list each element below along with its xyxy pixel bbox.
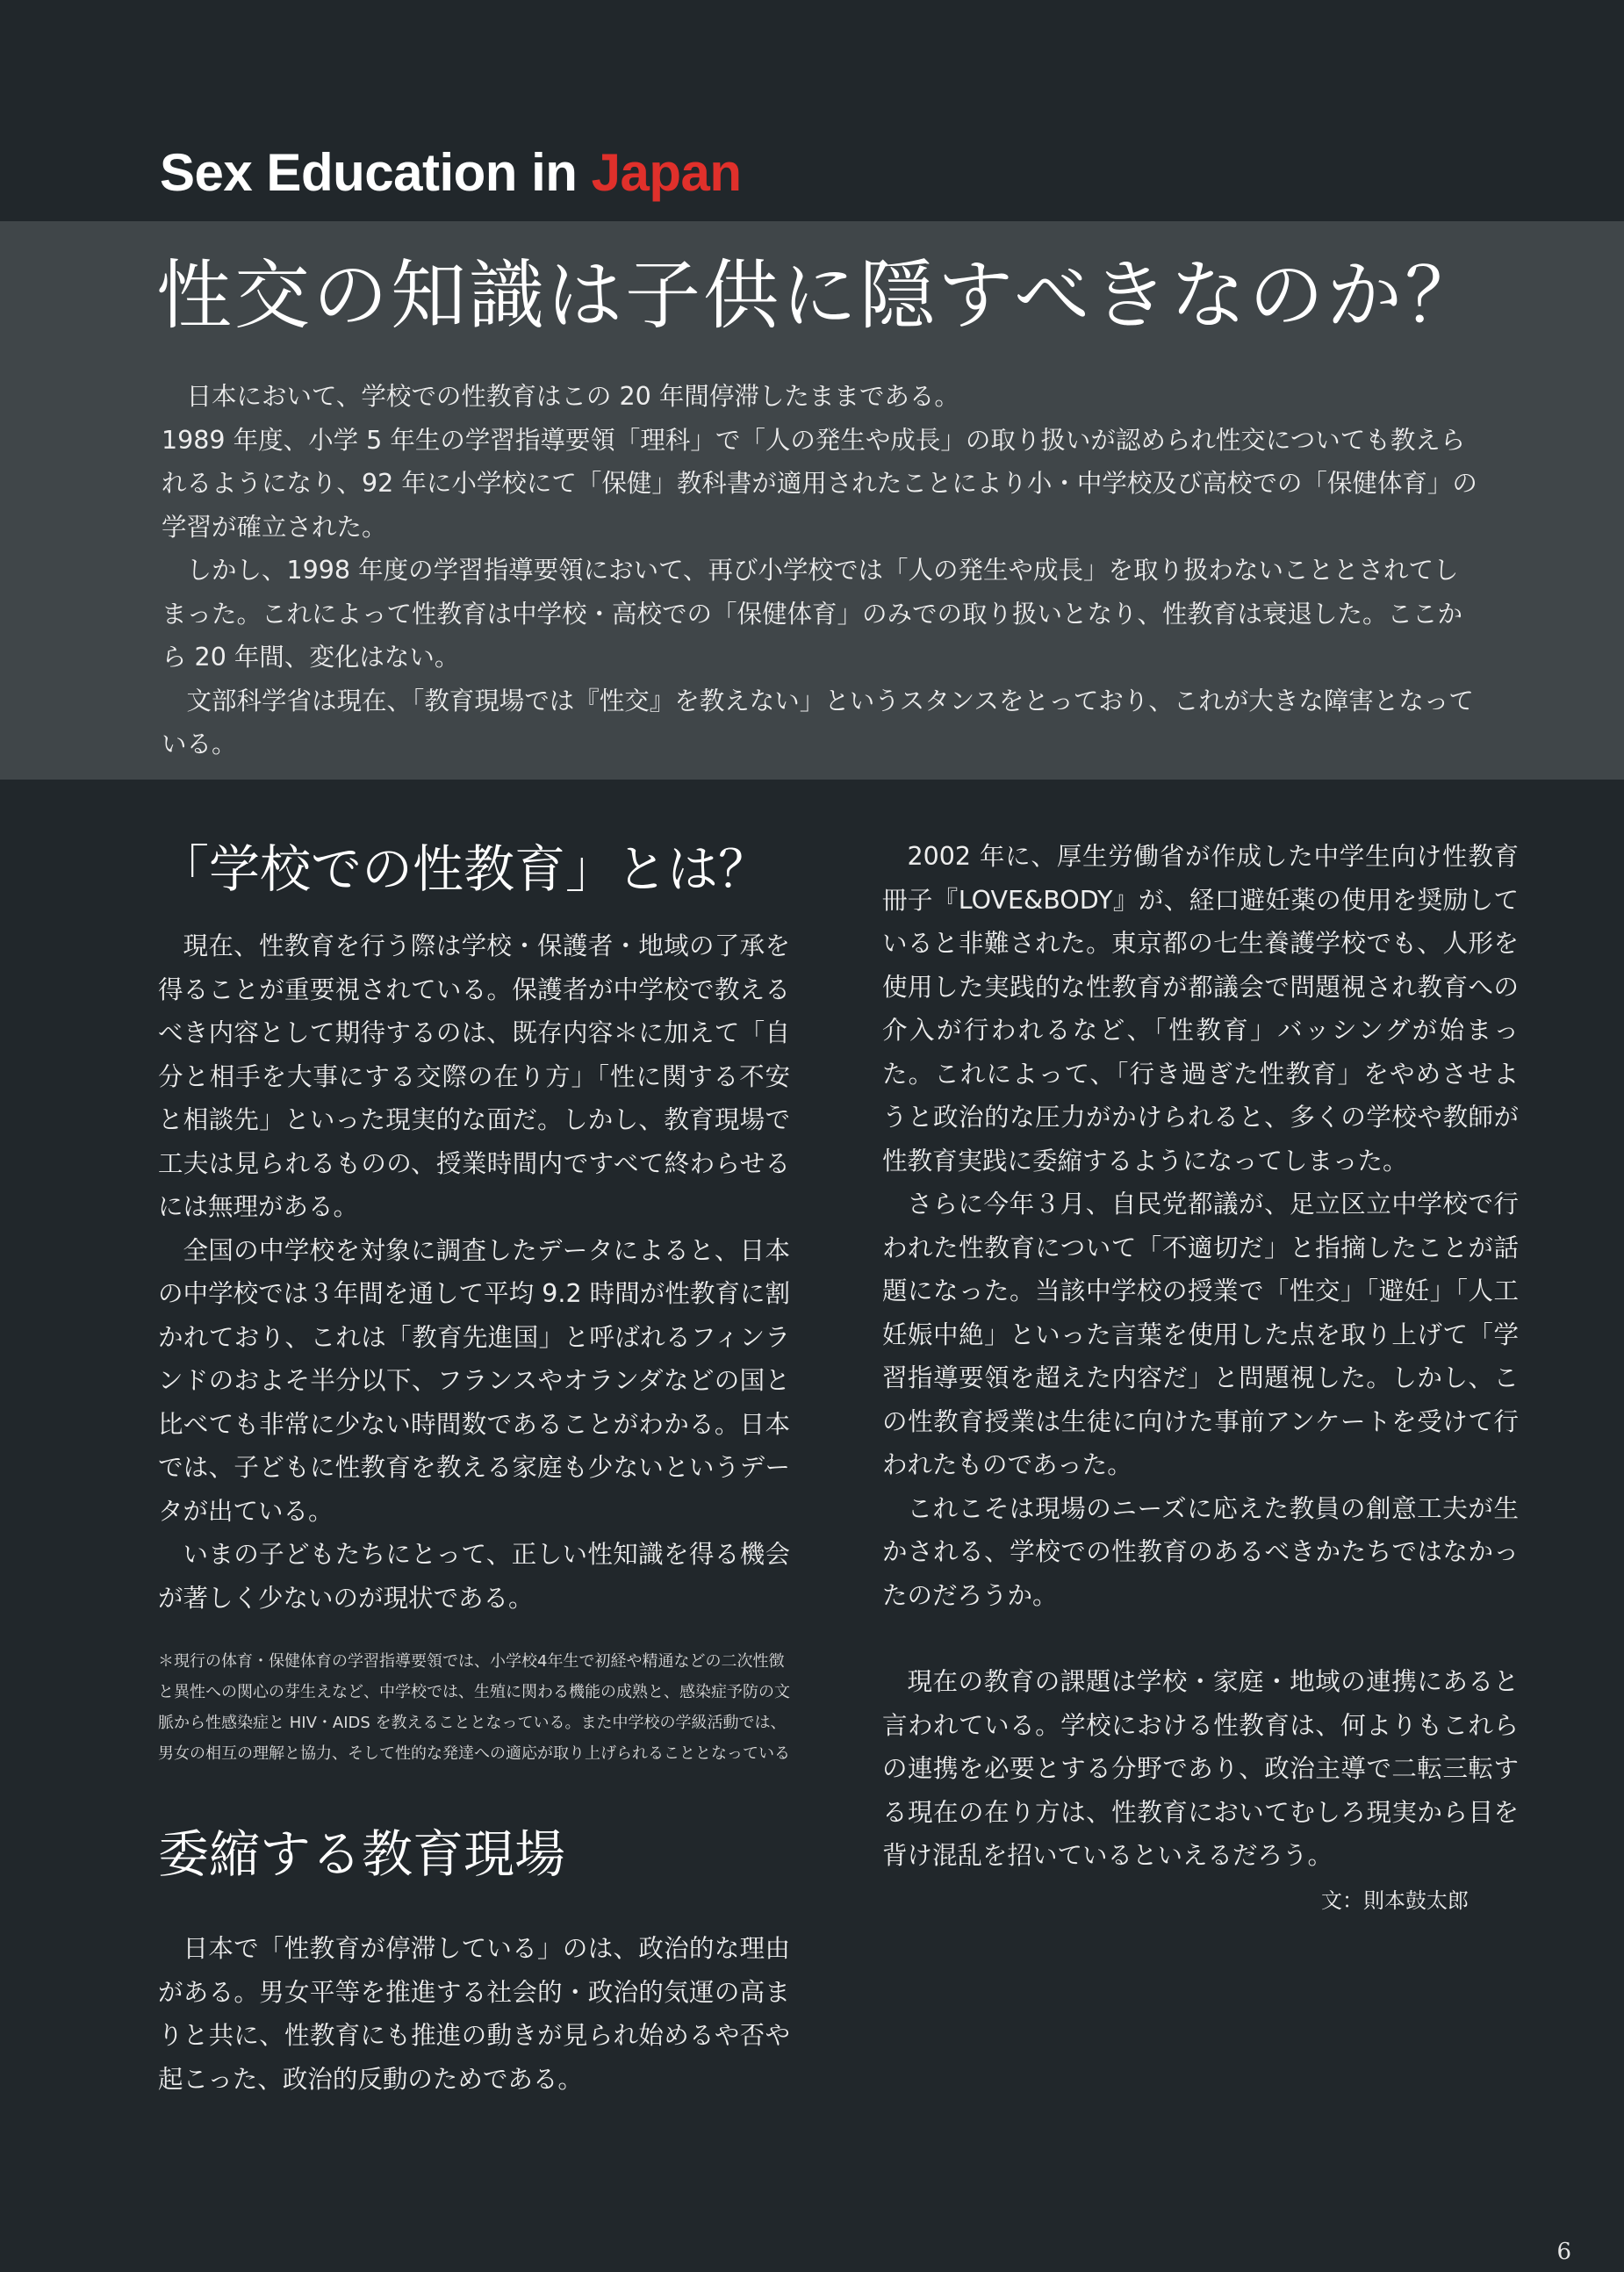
series-title-prefix: Sex Education in bbox=[160, 143, 592, 202]
section-body bbox=[158, 924, 790, 1620]
section-body bbox=[882, 835, 1519, 1878]
body-paragraph: 現在、性教育を行う際は学校・保護者・地域の了承を得ることが重要視されている。保護者が中学校で教えるべき内容として期待するのは、既存内容＊に加えて「自分と相手を大事にする交際の在り方」「性に関する不安と相談先」といった現実的な面だ。しかし、教育現場で工夫は見られるものの、授業時間内ですべて終わらせるには無理がある。 bbox=[158, 931, 790, 1221]
section-body bbox=[158, 1927, 790, 2101]
right-column bbox=[882, 835, 1519, 1920]
lead-text bbox=[162, 375, 1478, 766]
lead-paragraph: 日本において、学校での性教育はこの 20 年間停滞したままである。 bbox=[186, 382, 959, 411]
paragraph-gap bbox=[882, 1617, 1519, 1660]
body-paragraph: いまの子どもたちにとって、正しい性知識を得る機会が著しく少ないのが現状である。 bbox=[158, 1540, 790, 1613]
page-number: 6 bbox=[1556, 2239, 1571, 2265]
series-title bbox=[160, 139, 742, 207]
body-paragraph: 2002 年に、厚生労働省が作成した中学生向け性教育冊子『LOVE&BODY』が、経口避妊薬の使用を奨励していると非難された。東京都の七生養護学校でも、人形を使用した実践的な性教育が都議会で問題視され教育への介入が行われるなど、「性教育」バッシングが始まった。これによって、「行き過ぎた性教育」をやめさせようと政治的な圧力がかけられると、多くの学校や教師が性教育実践に委縮するようになってしまった。 bbox=[882, 842, 1519, 1176]
body-paragraph: これこそは現場のニーズに応えた教員の創意工夫が生かされる、学校での性教育のあるべきかたちではなかったのだろうか。 bbox=[882, 1493, 1519, 1610]
series-title-accent: Japan bbox=[591, 143, 742, 202]
lead-paragraph: 文部科学省は現在、「教育現場では『性交』を教えない」というスタンスをとっており、これが大きな障害となっている。 bbox=[162, 686, 1474, 759]
body-paragraph: 日本で「性教育が停滞している」のは、政治的な理由がある。男女平等を推進する社会的・政治的気運の高まりと共に、性教育にも推進の動きが見られ始めるや否や起こった、政治的反動のためである。 bbox=[158, 1934, 790, 2094]
body-paragraph: さらに今年３月、自民党都議が、足立区立中学校で行われた性教育について「不適切だ」と指摘したことが話題になった。当該中学校の授業で「性交」「避妊」「人工妊娠中絶」といった言葉を使用した点を取り上げて「学習指導要領を超えた内容だ」と問題視した。しかし、この性教育授業は生徒に向けた事前アンケートを受けて行われたものであった。 bbox=[882, 1190, 1519, 1479]
byline: 文：則本鼓太郎 bbox=[1321, 1887, 1469, 1913]
main-title: 性交の知識は子供に隠すべきなのか？ bbox=[156, 252, 1484, 340]
section-heading: 「学校での性教育」とは？ bbox=[158, 839, 770, 899]
footnote: ＊現行の体育・保健体育の学習指導要領では、小学校4年生で初経や精通などの二次性徴と異性への関心の芽生えなど、中学校では、生殖に関わる機能の成熟と、感染症予防の文脈から性感染症と HIV・AIDS を教えることとなっている。また中学校の学級活動では、男女の相互の理解と協力、そして性的な発達への適応が取り上げられることとなっている bbox=[158, 1652, 790, 1763]
left-column bbox=[158, 830, 790, 2101]
body-paragraph: 全国の中学校を対象に調査したデータによると、日本の中学校では３年間を通して平均 9.2 時間が性教育に割かれており、これは「教育先進国」と呼ばれるフィンランドのおよそ半分以下、フランスやオランダなどの国と比べても非常に少ない時間数であることがわかる。日本では、子どもに性教育を教える家庭も少ないというデータが出ている。 bbox=[158, 1235, 790, 1526]
lead-paragraph: しかし、1998 年度の学習指導要領において、再び小学校では「人の発生や成長」を取り扱わないこととされてしまった。これによって性教育は中学校・高校での「保健体育」のみでの取り扱いとなり、性教育は衰退した。ここから 20 年間、変化はない。 bbox=[162, 556, 1463, 672]
lead-paragraph: 1989 年度、小学 5 年生の学習指導要領「理科」で「人の発生や成長」の取り扱いが認められ性交についても教えられるようになり、92 年に小学校にて「保健」教科書が適用されたことにより小・中学校及び高校での「保健体育」の学習が確立された。 bbox=[162, 425, 1477, 542]
closing-paragraph: 現在の教育の課題は学校・家庭・地域の連携にあると言われている。学校における性教育は、何よりもこれらの連携を必要とする分野であり、政治主導で二転三転する現在の在り方は、性教育においてむしろ現実から目を背け混乱を招いているといえるだろう。 bbox=[882, 1667, 1519, 1870]
section-heading: 委縮する教育現場 bbox=[158, 1824, 566, 1884]
